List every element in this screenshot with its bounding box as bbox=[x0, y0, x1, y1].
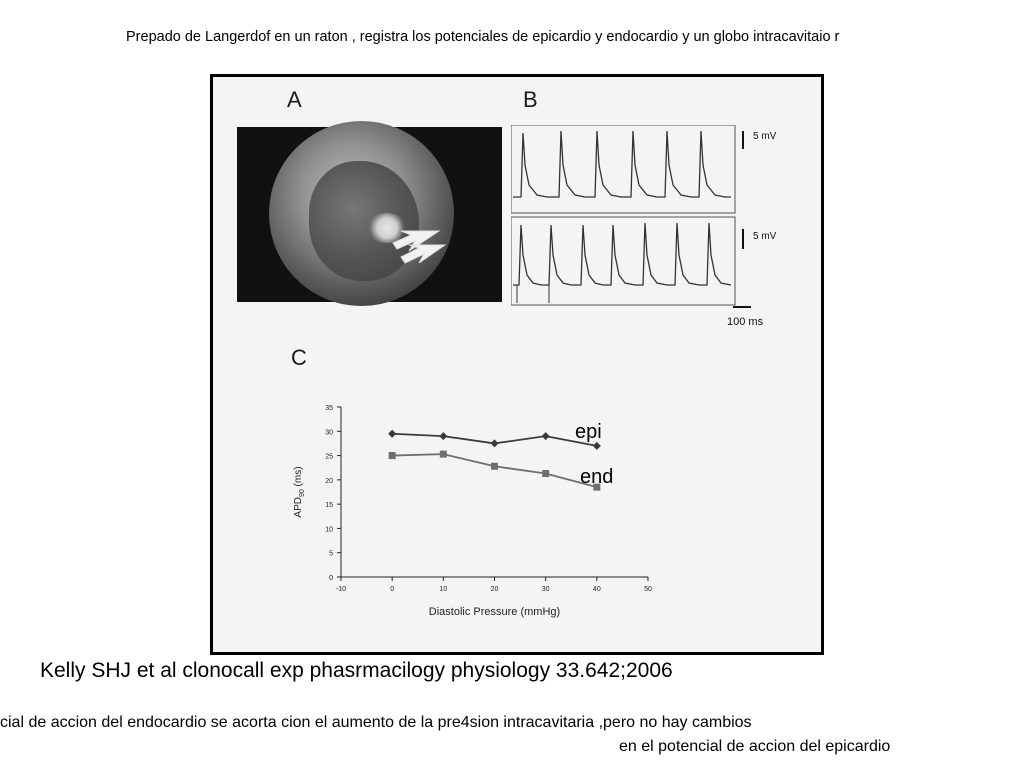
action-potential-traces bbox=[511, 125, 811, 340]
endocardial-trace bbox=[513, 223, 731, 285]
footnote-line-1: cial de accion del endocardio se acorta cion el aumento de la pre4sion intracavitaria ,pero no hay cambios bbox=[0, 714, 752, 731]
panel-b-letter: B bbox=[523, 87, 538, 112]
data-point bbox=[439, 432, 447, 440]
footnote-line-2: en el potencial de accion del epicardio bbox=[619, 738, 891, 755]
endocardial-trace-box bbox=[511, 217, 735, 305]
y-tick-label: 10 bbox=[325, 526, 333, 534]
epicardial-trace bbox=[513, 131, 731, 197]
x-tick-label: 10 bbox=[439, 586, 448, 593]
epi-series-label: epi bbox=[575, 421, 602, 443]
x-tick-label: 20 bbox=[490, 586, 499, 593]
photo-field-of-view bbox=[269, 121, 454, 306]
panel-a-letter: A bbox=[287, 87, 302, 112]
y-tick-label: 35 bbox=[325, 405, 333, 412]
series-line bbox=[392, 454, 597, 487]
arrow-icon bbox=[269, 121, 454, 306]
apd-vs-pressure-chart bbox=[283, 397, 663, 637]
y-tick-label: 30 bbox=[325, 429, 333, 437]
data-point bbox=[440, 451, 447, 458]
data-point bbox=[542, 432, 550, 440]
scale-label-bottom: 5 mV bbox=[753, 231, 777, 242]
data-point bbox=[389, 452, 396, 459]
y-tick-label: 5 bbox=[329, 550, 333, 558]
slide-title: Prepado de Langerdof en un raton , registra los potenciales de epicardio y endocardio y un globo intracavitaio r bbox=[126, 29, 840, 45]
citation: Kelly SHJ et al clonocall exp phasrmacilogy physiology 33.642;2006 bbox=[40, 659, 673, 682]
x-axis-title: Diastolic Pressure (mmHg) bbox=[428, 606, 561, 618]
panel-c-letter: C bbox=[291, 345, 307, 370]
y-tick-label: 15 bbox=[325, 502, 333, 510]
data-point bbox=[491, 439, 499, 447]
x-tick-label: 0 bbox=[390, 586, 395, 593]
data-point bbox=[491, 463, 498, 470]
scale-label-top: 5 mV bbox=[753, 131, 777, 142]
end-series-label: end bbox=[580, 466, 614, 488]
y-tick-label: 0 bbox=[329, 575, 333, 582]
time-scale-label: 100 ms bbox=[727, 316, 764, 328]
y-tick-label: 25 bbox=[325, 453, 333, 461]
x-tick-label: 40 bbox=[592, 586, 601, 593]
data-point bbox=[388, 430, 396, 438]
heart-photo bbox=[237, 127, 502, 302]
y-tick-label: 20 bbox=[325, 477, 333, 485]
y-axis-title: $APD_{90}$ (ms) bbox=[293, 466, 306, 518]
x-tick-label: 30 bbox=[541, 586, 550, 593]
x-tick-label: 50 bbox=[644, 586, 652, 593]
figure-frame bbox=[210, 74, 824, 655]
x-tick-label: -10 bbox=[335, 586, 347, 593]
data-point bbox=[542, 470, 549, 477]
